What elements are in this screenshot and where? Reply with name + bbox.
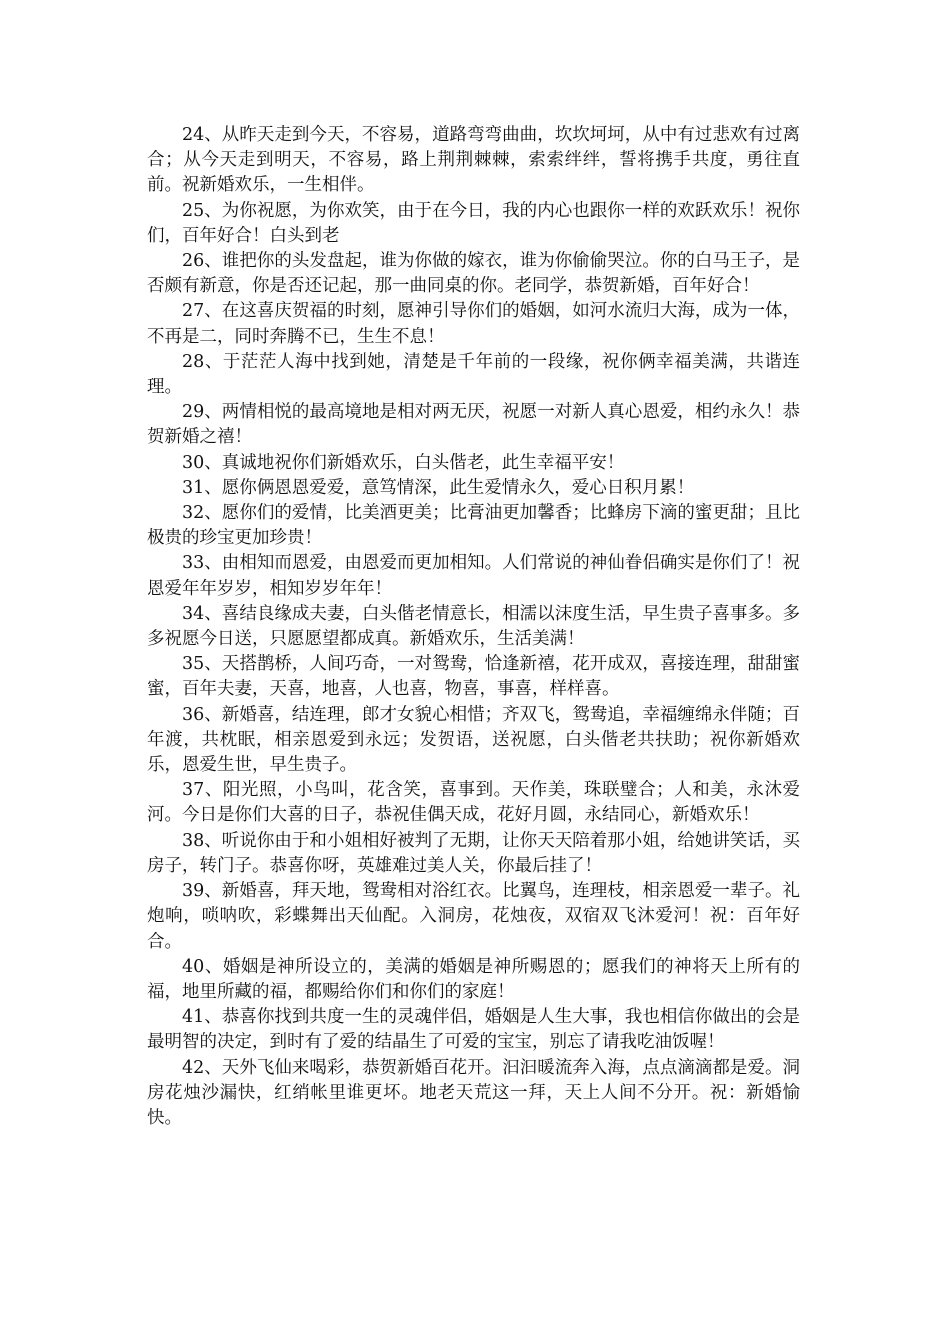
- wish-paragraph-24: 24、从昨天走到今天，不容易，道路弯弯曲曲，坎坎坷坷，从中有过悲欢有过离合；从今天走到明天，不容易，路上荆荆棘棘，索索绊绊，誓将携手共度，勇往直前。祝新婚欢乐，一生相伴。: [147, 125, 800, 196]
- wish-paragraph-39: 39、新婚喜，拜天地，鸳鸯相对浴红衣。比翼鸟，连理枝，相亲恩爱一辈子。礼炮响，唢呐吹，彩蝶舞出天仙配。入洞房，花烛夜，双宿双飞沐爱河！祝：百年好合。: [147, 881, 800, 952]
- document-page: [147, 123, 800, 1131]
- wish-paragraph-34: 34、喜结良缘成夫妻，白头偕老情意长，相濡以沫度生活，早生贵子喜事多。多多祝愿今日送，只愿愿望都成真。新婚欢乐，生活美满！: [147, 603, 800, 650]
- wish-paragraph-41: 41、恭喜你找到共度一生的灵魂伴侣，婚姻是人生大事，我也相信你做出的会是最明智的决定，到时有了爱的结晶生了可爱的宝宝，别忘了请我吃油饭喔！: [147, 1007, 800, 1053]
- wish-paragraph-35: 35、天搭鹊桥，人间巧奇，一对鸳鸯，恰逢新禧，花开成双，喜接连理，甜甜蜜蜜，百年夫妻，天喜，地喜，人也喜，物喜，事喜，样样喜。: [147, 654, 800, 700]
- wish-paragraph-40: 40、婚姻是神所设立的，美满的婚姻是神所赐恩的；愿我们的神将天上所有的福，地里所藏的福，都赐给你们和你们的家庭！: [147, 956, 800, 1002]
- wish-paragraph-42: 42、天外飞仙来喝彩，恭贺新婚百花开。汩汩暖流奔入海，点点滴滴都是爱。洞房花烛沙漏快，红绡帐里谁更坏。地老天荒这一拜，天上人间不分开。祝：新婚愉快。: [147, 1057, 800, 1128]
- wish-paragraph-38: 38、听说你由于和小姐相好被判了无期，让你天天陪着那小姐，给她讲笑话，买房子，转门子。恭喜你呀，英雄难过美人关，你最后挂了！: [147, 830, 800, 876]
- wish-paragraph-30: 30、真诚地祝你们新婚欢乐，白头偕老，此生幸福平安！: [182, 452, 625, 473]
- wish-paragraph-29: 29、两情相悦的最高境地是相对两无厌，祝愿一对新人真心恩爱，相约永久！恭贺新婚之禧！: [147, 402, 800, 448]
- wish-paragraph-37: 37、阳光照，小鸟叫，花含笑，喜事到。天作美，珠联璧合；人和美，永沐爱河。今日是你们大喜的日子，恭祝佳偶天成，花好月圆，永结同心，新婚欢乐！: [147, 780, 800, 826]
- wish-paragraph-26: 26、谁把你的头发盘起，谁为你做的嫁衣，谁为你偷偷哭泣。你的白马王子，是否颇有新意，你是否还记起，那一曲同桌的你。老同学，恭贺新婚，百年好合！: [147, 251, 800, 297]
- wish-paragraph-25: 25、为你祝愿，为你欢笑，由于在今日，我的内心也跟你一样的欢跃欢乐！祝你们，百年好合！白头到老: [147, 200, 800, 246]
- wish-paragraph-36: 36、新婚喜，结连理，郎才女貌心相惜；齐双飞，鸳鸯追，幸福缠绵永伴随；百年渡，共枕眠，相亲恩爱到永远；发贺语，送祝愿，白头偕老共扶助；祝你新婚欢乐，恩爱生世，早生贵子。: [147, 704, 800, 776]
- wish-paragraph-28: 28、于茫茫人海中找到她，清楚是千年前的一段缘，祝你俩幸福美满，共谐连理。: [147, 351, 800, 398]
- wish-paragraph-32: 32、愿你们的爱情，比美酒更美；比膏油更加馨香；比蜂房下滴的蜜更甜；且比极贵的珍宝更加珍贵！: [147, 503, 800, 549]
- wish-paragraph-33: 33、由相知而恩爱，由恩爱而更加相知。人们常说的神仙眷侣确实是你们了！祝恩爱年年岁岁，相知岁岁年年！: [147, 553, 800, 599]
- wish-paragraph-27: 27、在这喜庆贺福的时刻，愿神引导你们的婚姻，如河水流归大海，成为一体，不再是二，同时奔腾不已，生生不息！: [147, 301, 800, 347]
- wish-paragraph-31: 31、愿你俩恩恩爱爱，意笃情深，此生爱情永久，爱心日积月累！: [182, 477, 695, 498]
